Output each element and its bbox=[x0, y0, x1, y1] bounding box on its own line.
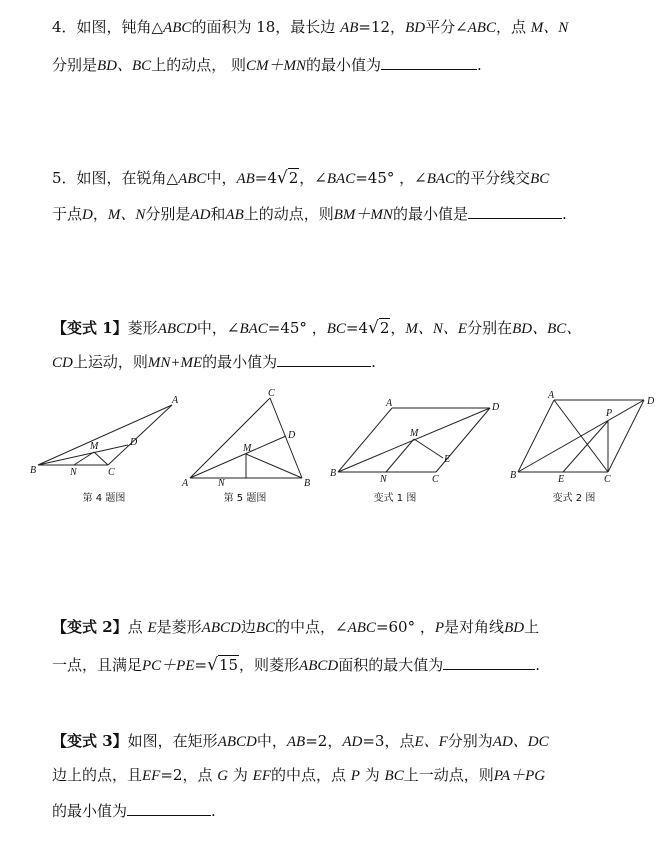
q5-text: . bbox=[561, 205, 567, 223]
v2-line-2 bbox=[52, 655, 540, 676]
fig4-label: A bbox=[172, 395, 179, 406]
v2-text: 一点，且满足 bbox=[52, 656, 143, 674]
q4-text: =12， bbox=[358, 18, 406, 36]
fig5-label: D bbox=[288, 430, 296, 441]
q4-var: M、N bbox=[530, 20, 569, 36]
fig4-label: C bbox=[108, 467, 115, 478]
v3-text: 上一动点，则 bbox=[403, 766, 494, 784]
q5-var: AD bbox=[190, 207, 211, 223]
v1-var: MN+ME bbox=[147, 355, 203, 371]
fig4-side-ba bbox=[38, 405, 172, 465]
figure-v1-caption: 变式 1 图 bbox=[373, 493, 417, 504]
v1-text: 上运动，则 bbox=[72, 353, 148, 371]
figv2-label: P bbox=[606, 408, 613, 419]
q5-text: =45° ，∠ bbox=[355, 169, 427, 187]
v1-var: ABCD bbox=[157, 321, 197, 337]
q4-var: ABC bbox=[467, 20, 496, 36]
figv1-label: E bbox=[444, 454, 451, 465]
figv1-label: C bbox=[432, 474, 439, 485]
fig5-label: M bbox=[243, 443, 252, 454]
v2-var: P bbox=[434, 620, 445, 636]
v1-var: M、N、E bbox=[405, 321, 468, 337]
q5-var: M、N bbox=[107, 207, 146, 223]
v1-text: 菱形 bbox=[127, 319, 158, 337]
q5-text: 中， bbox=[206, 169, 237, 187]
q4-var: AB bbox=[340, 20, 359, 36]
q5-text: 于点 bbox=[52, 205, 83, 223]
q5-text: 上的动点，则 bbox=[243, 205, 334, 223]
v1-text: 的最小值为 bbox=[202, 353, 278, 371]
q4-text: 分别是 bbox=[52, 56, 98, 74]
figv2-label: D bbox=[647, 396, 655, 407]
q4-line-2 bbox=[52, 55, 482, 76]
figure-4-caption: 第 4 题图 bbox=[82, 493, 126, 504]
q5-var: D bbox=[82, 207, 93, 223]
fig4-label: D bbox=[130, 437, 138, 448]
v3-text: =2， bbox=[305, 732, 343, 750]
figure-v2-diagram bbox=[510, 390, 660, 484]
v1-text: 中，∠ bbox=[196, 319, 240, 337]
q5-line-2 bbox=[52, 204, 567, 225]
v2-tag: 【变式 2】 bbox=[52, 618, 128, 636]
figv1-me bbox=[414, 439, 443, 458]
figure-5-diagram bbox=[180, 388, 320, 488]
q5-line-1 bbox=[52, 168, 549, 189]
figv2-label: E bbox=[558, 474, 565, 485]
figure-4-diagram bbox=[30, 395, 180, 485]
v3-text: 的最小值为 bbox=[52, 802, 128, 820]
v2-text: 面积的最大值为 bbox=[338, 656, 444, 674]
v3-text: 如图，在矩形 bbox=[127, 732, 218, 750]
figv1-label: M bbox=[410, 428, 419, 439]
figv1-nm bbox=[386, 439, 414, 472]
v3-var: ABCD bbox=[217, 734, 257, 750]
v2-var: ABC bbox=[347, 620, 376, 636]
q4-text: 4．如图，钝角△ bbox=[52, 18, 164, 36]
v1-var: BD、BC、 bbox=[512, 321, 582, 337]
v2-var: PC＋PE bbox=[142, 658, 195, 674]
v2-text: . bbox=[535, 656, 541, 674]
v2-answer-blank[interactable] bbox=[443, 655, 535, 670]
q5-text: =4 bbox=[254, 169, 277, 187]
figv2-label: A bbox=[548, 390, 555, 401]
q5-var: AB bbox=[225, 207, 244, 223]
v3-text: 中， bbox=[256, 732, 287, 750]
v3-text: 为 bbox=[232, 766, 248, 784]
v3-var: AD bbox=[342, 734, 363, 750]
v1-tag: 【变式 1】 bbox=[52, 319, 128, 337]
q5-var: AB bbox=[236, 171, 255, 187]
v2-text: = bbox=[194, 656, 208, 674]
v2-var: ABCD bbox=[299, 658, 339, 674]
v3-var: PA＋PG bbox=[493, 768, 546, 784]
v3-var: G bbox=[217, 768, 229, 784]
q4-text: 的最小值为 bbox=[305, 56, 381, 74]
q5-text: 的平分线交 bbox=[455, 169, 531, 187]
v2-var: BD bbox=[504, 620, 525, 636]
q5-answer-blank[interactable] bbox=[468, 204, 562, 219]
figv2-ep bbox=[563, 421, 608, 472]
fig4-bd bbox=[38, 445, 128, 465]
figv1-label: D bbox=[492, 402, 500, 413]
figure-v2-caption: 变式 2 图 bbox=[552, 493, 596, 504]
v2-text: =60° ， bbox=[375, 618, 435, 636]
q4-text: . bbox=[477, 56, 482, 74]
q5-var: BAC bbox=[326, 171, 356, 187]
v3-text: =3，点 bbox=[362, 732, 415, 750]
q4-var: BD bbox=[405, 20, 426, 36]
v3-var: AB bbox=[286, 734, 306, 750]
fig4-label: B bbox=[30, 465, 37, 476]
v1-var: BC bbox=[326, 321, 346, 337]
v3-var: AD、DC bbox=[492, 734, 549, 750]
q4-text: ，点 bbox=[495, 18, 526, 36]
v1-text: . bbox=[371, 353, 376, 371]
figv2-label: B bbox=[510, 470, 517, 481]
v3-text: 边上的点，且 bbox=[52, 766, 143, 784]
q4-text: 上的动点， 则 bbox=[151, 56, 246, 74]
q4-line-1 bbox=[52, 17, 568, 38]
q4-var: BD、BC bbox=[97, 58, 152, 74]
v3-var: P bbox=[350, 768, 360, 784]
q5-text: 分别是 bbox=[145, 205, 191, 223]
figv1-label: B bbox=[330, 468, 337, 479]
v3-text: 分别为 bbox=[447, 732, 493, 750]
v3-var: EF bbox=[142, 768, 161, 784]
q5-var: ABC bbox=[178, 171, 207, 187]
v1-line-2 bbox=[52, 352, 376, 373]
fig4-nm bbox=[74, 452, 94, 465]
q5-text: 的最小值是 bbox=[392, 205, 468, 223]
v3-text: =2，点 bbox=[160, 766, 213, 784]
q5-text: 和 bbox=[210, 205, 226, 223]
v1-text: =4 bbox=[345, 319, 369, 337]
fig4-label: M bbox=[90, 441, 99, 452]
v3-text: 为 bbox=[364, 766, 380, 784]
q5-var: BM＋MN bbox=[333, 207, 393, 223]
figv2-label: C bbox=[604, 474, 611, 485]
v2-var: E bbox=[147, 620, 157, 636]
v2-var: ABCD bbox=[201, 620, 241, 636]
v3-text: . bbox=[211, 802, 216, 820]
v3-text: 的中点，点 bbox=[271, 766, 347, 784]
q5-var: BC bbox=[530, 171, 550, 187]
fig4-label: N bbox=[70, 467, 77, 478]
v2-line-1 bbox=[52, 617, 539, 638]
figv2-ac bbox=[554, 400, 608, 472]
fig5-label: C bbox=[268, 388, 275, 399]
fig5-ad bbox=[190, 436, 286, 478]
q4-var: ABC bbox=[163, 20, 192, 36]
fig4-side-ca bbox=[108, 405, 172, 465]
v2-text: 是对角线 bbox=[444, 618, 505, 636]
v3-tag: 【变式 3】 bbox=[52, 732, 128, 750]
v2-text: 的中点，∠ bbox=[275, 618, 348, 636]
q4-text: 的面积为 18，最长边 bbox=[191, 18, 336, 36]
figv1-bd bbox=[338, 408, 490, 472]
fig5-label: N bbox=[218, 478, 225, 489]
v2-text: 点 bbox=[127, 618, 143, 636]
q4-text: 平分∠ bbox=[425, 18, 468, 36]
fig5-label: B bbox=[304, 478, 311, 489]
v3-line-2 bbox=[52, 765, 545, 786]
sqrt: √2 bbox=[276, 168, 299, 188]
q5-var: BAC bbox=[426, 171, 456, 187]
fig5-side-ac bbox=[190, 398, 270, 478]
q5-text: 5．如图，在锐角△ bbox=[52, 169, 179, 187]
fig4-mc bbox=[94, 452, 108, 465]
v1-var: BAC bbox=[239, 321, 268, 337]
v2-var: BC bbox=[255, 620, 276, 636]
v1-var: CD bbox=[52, 355, 73, 371]
figure-v1-diagram bbox=[330, 396, 506, 484]
q4-answer-blank[interactable] bbox=[381, 55, 477, 70]
v3-var: E、F bbox=[414, 734, 448, 750]
v2-text: 是菱形 bbox=[156, 618, 202, 636]
v2-text: ，则菱形 bbox=[239, 656, 300, 674]
figure-5-caption: 第 5 题图 bbox=[223, 493, 267, 504]
v3-var: EF bbox=[252, 768, 271, 784]
figv1-side-ba bbox=[338, 408, 392, 472]
v3-var: BC bbox=[384, 768, 404, 784]
v3-answer-blank[interactable] bbox=[127, 801, 211, 816]
v3-line-3 bbox=[52, 801, 216, 821]
q5-text: ，∠ bbox=[299, 169, 327, 187]
q5-text: ， bbox=[92, 205, 108, 223]
sqrt: √15 bbox=[207, 655, 239, 675]
q4-var: CM＋MN bbox=[245, 58, 306, 74]
sqrt: √2 bbox=[368, 318, 390, 338]
figv1-label: A bbox=[386, 398, 393, 409]
v1-answer-blank[interactable] bbox=[277, 352, 371, 367]
v3-line-1 bbox=[52, 731, 549, 752]
v1-text: =45° ， bbox=[267, 319, 327, 337]
fig5-label: A bbox=[182, 478, 189, 489]
v2-text: 上 bbox=[524, 618, 540, 636]
figv1-label: N bbox=[380, 474, 387, 485]
v1-line-1 bbox=[52, 318, 581, 339]
v1-text: ， bbox=[390, 319, 406, 337]
v2-text: 边 bbox=[240, 618, 256, 636]
v1-text: 分别在 bbox=[467, 319, 513, 337]
